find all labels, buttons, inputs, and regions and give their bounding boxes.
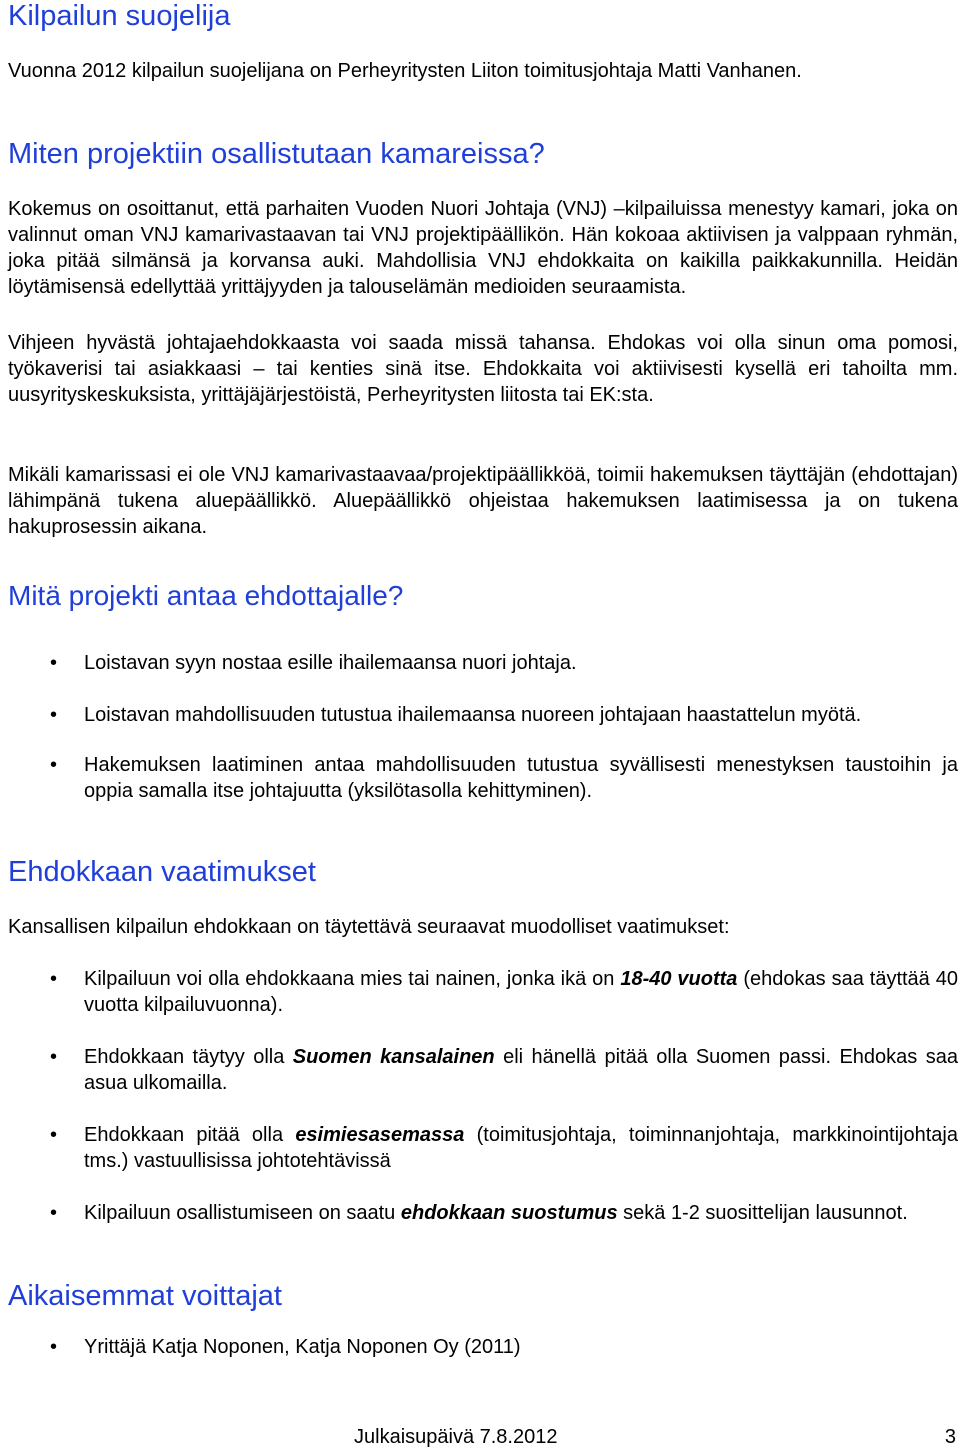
bullet-icon: • [50,754,58,776]
heading-suojelija: Kilpailun suojelija [8,0,231,32]
publish-date: Julkaisupäivä 7.8.2012 [354,1426,558,1448]
list-antaa [8,650,958,804]
heading-vaatimukset: Ehdokkaan vaatimukset [8,856,316,888]
bullet-icon: • [50,968,58,990]
heading-antaa: Mitä projekti antaa ehdottajalle? [8,580,404,611]
list-item: • Ehdokkaan täytyy olla Suomen kansalainen eli hänellä pitää olla Suomen passi. Ehdokas saa asua ulkomailla. [50,1046,958,1094]
paragraph-suojelija: Vuonna 2012 kilpailun suojelijana on Perheyritysten Liiton toimitusjohtaja Matti Vanhanen. [8,60,802,82]
list-item: • Kilpailuun osallistumiseen on saatu ehdokkaan suostumus sekä 1-2 suosittelijan lausunnot. [50,1202,908,1224]
heading-osallistuminen: Miten projektiin osallistutaan kamareissa? [8,138,545,170]
list-voittajat [8,1334,958,1360]
bullet-icon: • [50,1336,58,1358]
heading-voittajat: Aikaisemmat voittajat [8,1280,282,1312]
bullet-icon: • [50,1046,58,1068]
bullet-icon: • [50,1124,58,1146]
bullet-icon: • [50,1202,58,1224]
list-vaatimukset [8,966,958,1226]
list-item: • Yrittäjä Katja Noponen, Katja Noponen Oy (2011) [50,1336,521,1358]
paragraph-osallistuminen-2: Vihjeen hyvästä johtajaehdokkaasta voi saada missä tahansa. Ehdokas voi olla sinun oma pomosi, työkaverisi tai asiakkaasi – tai kenties sinä itse. Ehdokkaita voi aktiivisesti kysellä eri tahoilta mm. uusyrityskeskuksista, yrittäjäjärjestöistä, Perheyritysten liitosta tai EK:sta. [8,332,958,406]
list-item: • Loistavan syyn nostaa esille ihailemaansa nuori johtaja. [50,652,577,674]
paragraph-osallistuminen-1: Kokemus on osoittanut, että parhaiten Vuoden Nuori Johtaja (VNJ) –kilpailuissa menestyy kamari, joka on valinnut oman VNJ kamarivastaavan tai VNJ projektipäällikön. Hän kokoaa aktiivisen ja valppaan ryhmän, joka pitää silmänsä ja korvansa auki. Mahdollisia VNJ ehdokkaita on kaikilla paikkakunnilla. Heidän löytämisensä edellyttää yrittäjyyden ja talouselämän medioiden seuraamista. [8,198,958,298]
list-item: • Hakemuksen laatiminen antaa mahdollisuuden tutustua syvällisesti menestyksen taustoihin ja oppia samalla itse johtajuutta (yksilötasolla kehittyminen). [50,754,958,802]
list-item: • Ehdokkaan pitää olla esimiesasemassa (toimitusjohtaja, toiminnanjohtaja, markkinointijohtaja tms.) vastuullisissa johtotehtävissä [50,1124,958,1172]
page-number: 3 [944,1426,956,1448]
paragraph-vaatimukset-intro: Kansallisen kilpailun ehdokkaan on täytettävä seuraavat muodolliset vaatimukset: [8,916,730,938]
bullet-icon: • [50,704,58,726]
bullet-icon: • [50,652,58,674]
list-item: • Loistavan mahdollisuuden tutustua ihailemaansa nuoreen johtajaan haastattelun myötä. [50,704,862,726]
list-item: • Kilpailuun voi olla ehdokkaana mies tai nainen, jonka ikä on 18-40 vuotta (ehdokas saa täyttää 40 vuotta kilpailuvuonna). [50,968,958,1016]
paragraph-osallistuminen-3: Mikäli kamarissasi ei ole VNJ kamarivastaavaa/projektipäällikköä, toimii hakemuksen täyttäjän (ehdottajan) lähimpänä tukena aluepäällikkö. Aluepäällikkö ohjeistaa hakemuksen laatimisessa ja on tukena hakuprosessin aikana. [8,464,958,538]
